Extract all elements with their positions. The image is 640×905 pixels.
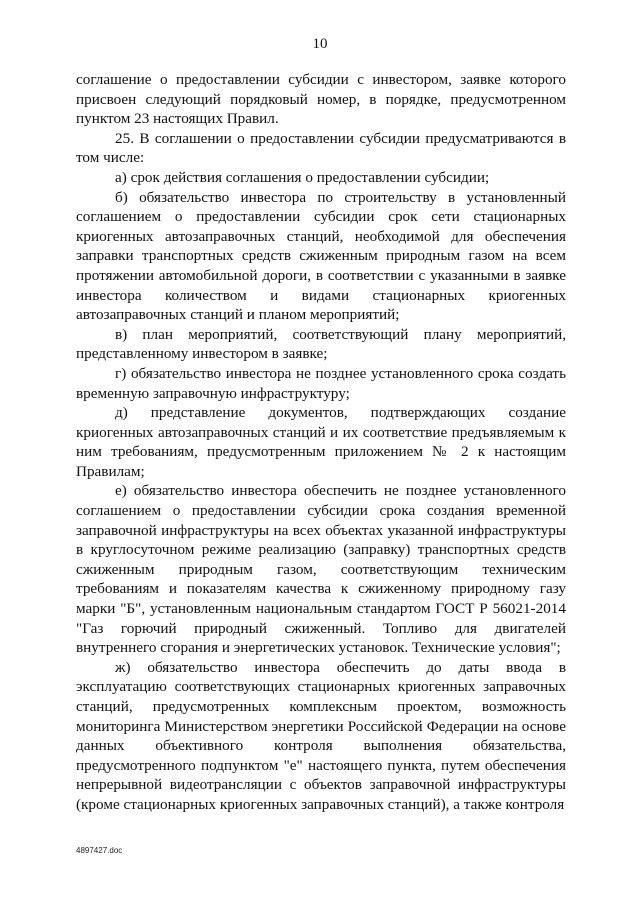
paragraph-item-a: а) срок действия соглашения о предоставлении субсидии;: [115, 168, 490, 186]
footer-file-name: 4897427.doc: [76, 846, 123, 855]
document-body: [76, 70, 566, 815]
paragraph-clause-25: 25. В соглашении о предоставлении субсидии предусматриваются в том числе:: [76, 129, 566, 167]
paragraph-continuation: соглашение о предоставлении субсидии с инвестором, заявке которого присвоен следующий порядковый номер, в порядке, предусмотренном пунктом 23 настоящих Правил.: [76, 71, 566, 128]
paragraph-item-b: б) обязательство инвестора по строительству в установленный соглашением о предоставлении субсидии срок сети стационарных криогенных автозаправочных станций, необходимой для обеспечения заправки транспортных средств сжиженным природным газом на всем протяжении автомобильной дороги, в соответствии с указанными в заявке инвестора количеством и видами стационарных криогенных автозаправочных станций и планом мероприятий;: [76, 188, 566, 324]
paragraph-item-g: г) обязательство инвестора не позднее установленного срока создать временную заправочную инфраструктуру;: [76, 364, 566, 402]
paragraph-item-zh: ж) обязательство инвестора обеспечить до даты ввода в эксплуатацию соответствующих стационарных криогенных заправочных станций, предусмотренных комплексным проектом, возможность мониторинга Министерством энергетики Российской Федерации на основе данных объективного контроля выполнения обязательства, предусмотренного подпунктом "е" настоящего пункта, путем обеспечения непрерывной видеотрансляции с объектов заправочной инфраструктуры (кроме стационарных криогенных заправочных станций), а также контроля: [76, 658, 566, 813]
paragraph-item-e: е) обязательство инвестора обеспечить не позднее установленного соглашением о предоставлении субсидии срока создания временной заправочной инфраструктуры на всех объектах указанной инфраструктуры в круглосуточном режиме реализацию (заправку) транспортных средств сжиженным природным газом, соответствующим техническим требованиям и показателям качества к сжиженному природному газу марки "Б", установленным национальным стандартом ГОСТ Р 56021-2014 "Газ горючий природный сжиженный. Топливо для двигателей внутреннего сгорания и энергетических установок. Технические условия";: [76, 482, 566, 657]
paragraph-item-v: в) план мероприятий, соответствующий плану мероприятий, представленному инвестором в заявке;: [76, 325, 566, 363]
paragraph-item-d: д) представление документов, подтверждающих создание криогенных автозаправочных станций и их соответствие предъявляемым к ним требованиям, предусмотренным приложением № 2 к настоящим Правилам;: [76, 404, 566, 480]
page-number: 10: [312, 36, 328, 52]
